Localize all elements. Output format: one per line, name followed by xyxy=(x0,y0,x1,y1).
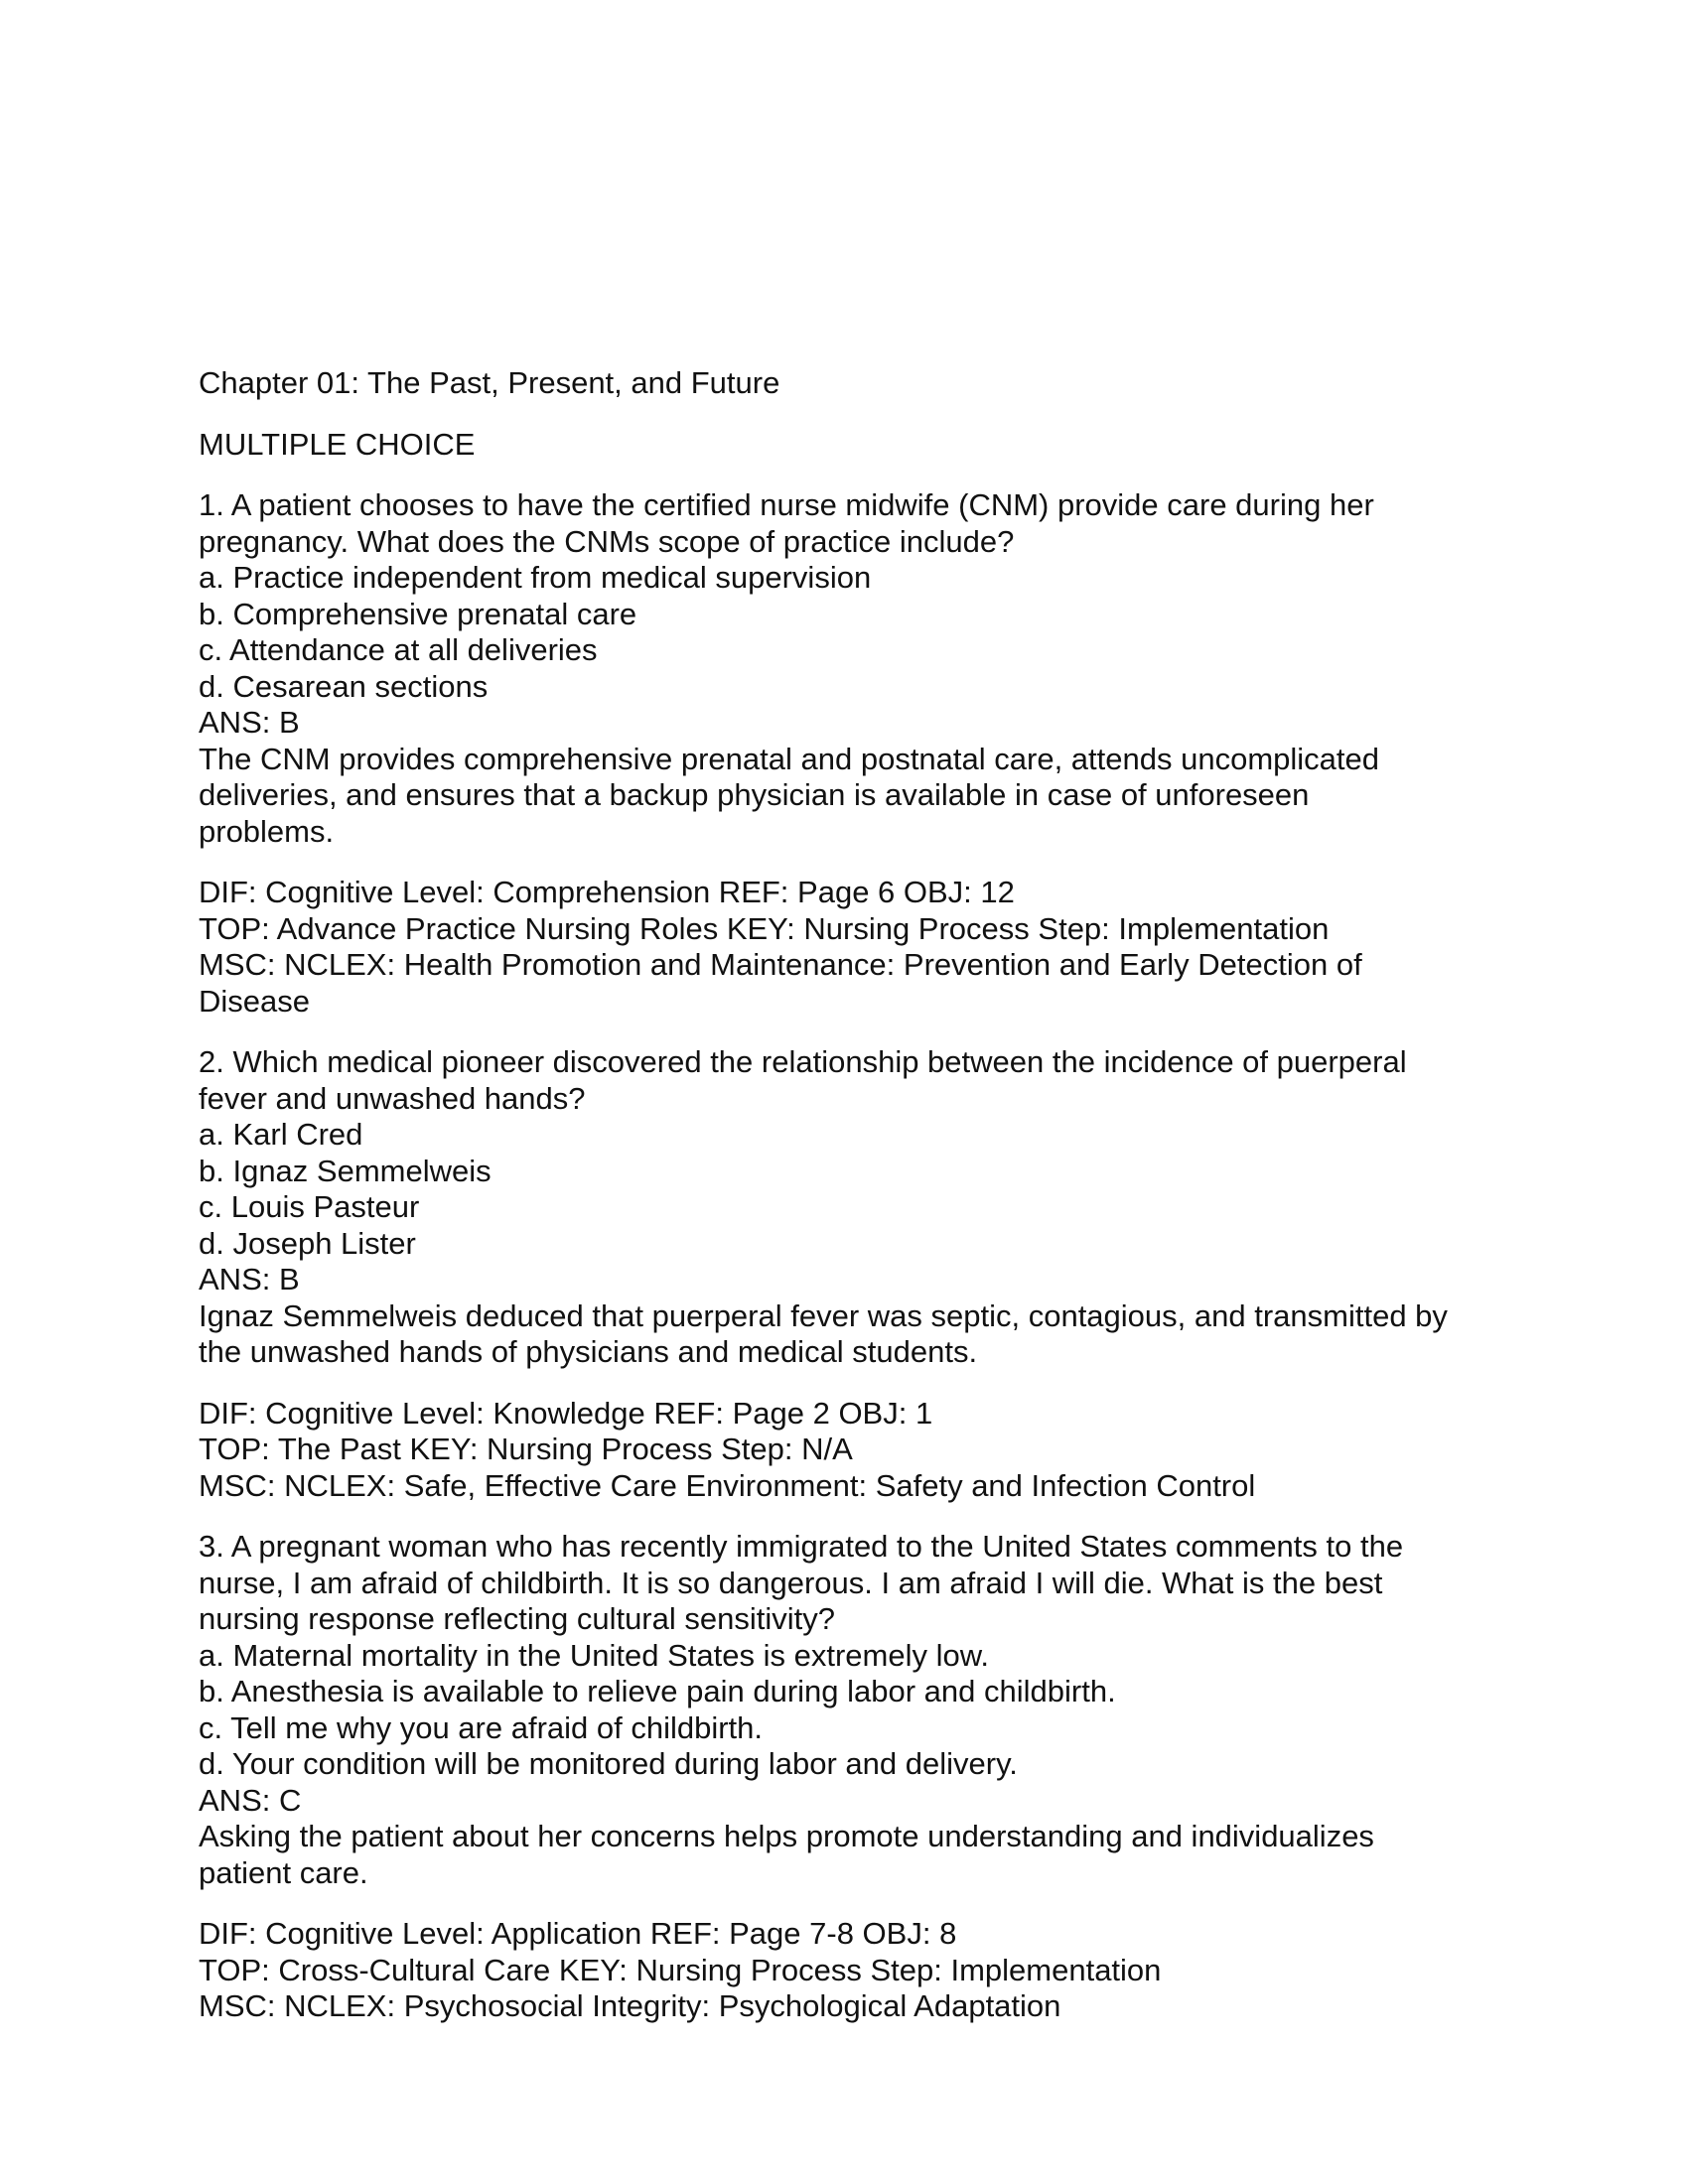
answer-key: ANS: B xyxy=(199,705,300,740)
answer-option: b. Anesthesia is available to relieve pain during labor and childbirth. xyxy=(199,1674,1116,1708)
metadata-line: DIF: Cognitive Level: Comprehension REF: Page 6 OBJ: 12 xyxy=(199,875,1015,909)
answer-option: c. Louis Pasteur xyxy=(199,1189,420,1224)
question-stem-line: 2. Which medical pioneer discovered the relationship between the incidence of puerperal xyxy=(199,1044,1407,1079)
metadata-line: TOP: Cross-Cultural Care KEY: Nursing Process Step: Implementation xyxy=(199,1952,1162,1987)
question-1 xyxy=(199,487,1519,1020)
answer-option: a. Karl Cred xyxy=(199,1117,363,1152)
answer-option: a. Maternal mortality in the United States is extremely low. xyxy=(199,1637,989,1673)
answer-option: d. Your condition will be monitored during labor and delivery. xyxy=(199,1746,1018,1781)
rationale-line: problems. xyxy=(199,813,335,849)
rationale-line: the unwashed hands of physicians and medical students. xyxy=(199,1334,978,1369)
answer-key: ANS: B xyxy=(199,1262,300,1297)
question-stem-line: nurse, I am afraid of childbirth. It is so dangerous. I am afraid I will die. What is the best xyxy=(199,1565,1383,1600)
rationale-line: The CNM provides comprehensive prenatal and postnatal care, attends uncomplicated xyxy=(199,741,1379,776)
question-stem-line: pregnancy. What does the CNMs scope of practice include? xyxy=(199,523,1015,559)
metadata-line: MSC: NCLEX: Psychosocial Integrity: Psychological Adaptation xyxy=(199,1988,1061,2023)
question-stem-line: fever and unwashed hands? xyxy=(199,1080,586,1116)
question-stem-line: nursing response reflecting cultural sensitivity? xyxy=(199,1601,835,1636)
answer-option: b. Ignaz Semmelweis xyxy=(199,1153,492,1188)
answer-key: ANS: C xyxy=(199,1782,302,1818)
rationale-line: deliveries, and ensures that a backup physician is available in case of unforeseen xyxy=(199,777,1310,812)
answer-option: c. Attendance at all deliveries xyxy=(199,632,598,667)
question-2 xyxy=(199,1044,1519,1504)
answer-option: c. Tell me why you are afraid of childbirth. xyxy=(199,1709,764,1745)
metadata-line: Disease xyxy=(199,983,310,1019)
chapter-title: Chapter 01: The Past, Present, and Future xyxy=(199,365,780,400)
rationale-line: Ignaz Semmelweis deduced that puerperal fever was septic, contagious, and transmitted by xyxy=(199,1297,1448,1333)
document-page xyxy=(199,365,1519,2025)
question-stem-line: 1. A patient chooses to have the certified nurse midwife (CNM) provide care during her xyxy=(199,487,1374,522)
answer-option: d. Joseph Lister xyxy=(199,1225,416,1261)
metadata-line: MSC: NCLEX: Health Promotion and Maintenance: Prevention and Early Detection of xyxy=(199,947,1362,982)
rationale-line: patient care. xyxy=(199,1854,368,1890)
metadata-line: TOP: The Past KEY: Nursing Process Step: N/A xyxy=(199,1432,853,1466)
metadata-line: TOP: Advance Practice Nursing Roles KEY: Nursing Process Step: Implementation xyxy=(199,910,1330,946)
question-stem-line: 3. A pregnant woman who has recently immigrated to the United States comments to the xyxy=(199,1529,1404,1564)
rationale-line: Asking the patient about her concerns helps promote understanding and individualizes xyxy=(199,1819,1374,1853)
metadata-line: DIF: Cognitive Level: Knowledge REF: Page 2 OBJ: 1 xyxy=(199,1395,933,1431)
section-title: MULTIPLE CHOICE xyxy=(199,426,476,462)
answer-option: a. Practice independent from medical supervision xyxy=(199,560,872,595)
answer-option: d. Cesarean sections xyxy=(199,668,489,704)
question-3 xyxy=(199,1529,1519,2025)
metadata-line: MSC: NCLEX: Safe, Effective Care Environment: Safety and Infection Control xyxy=(199,1467,1256,1503)
metadata-line: DIF: Cognitive Level: Application REF: Page 7-8 OBJ: 8 xyxy=(199,1916,957,1951)
answer-option: b. Comprehensive prenatal care xyxy=(199,596,637,631)
